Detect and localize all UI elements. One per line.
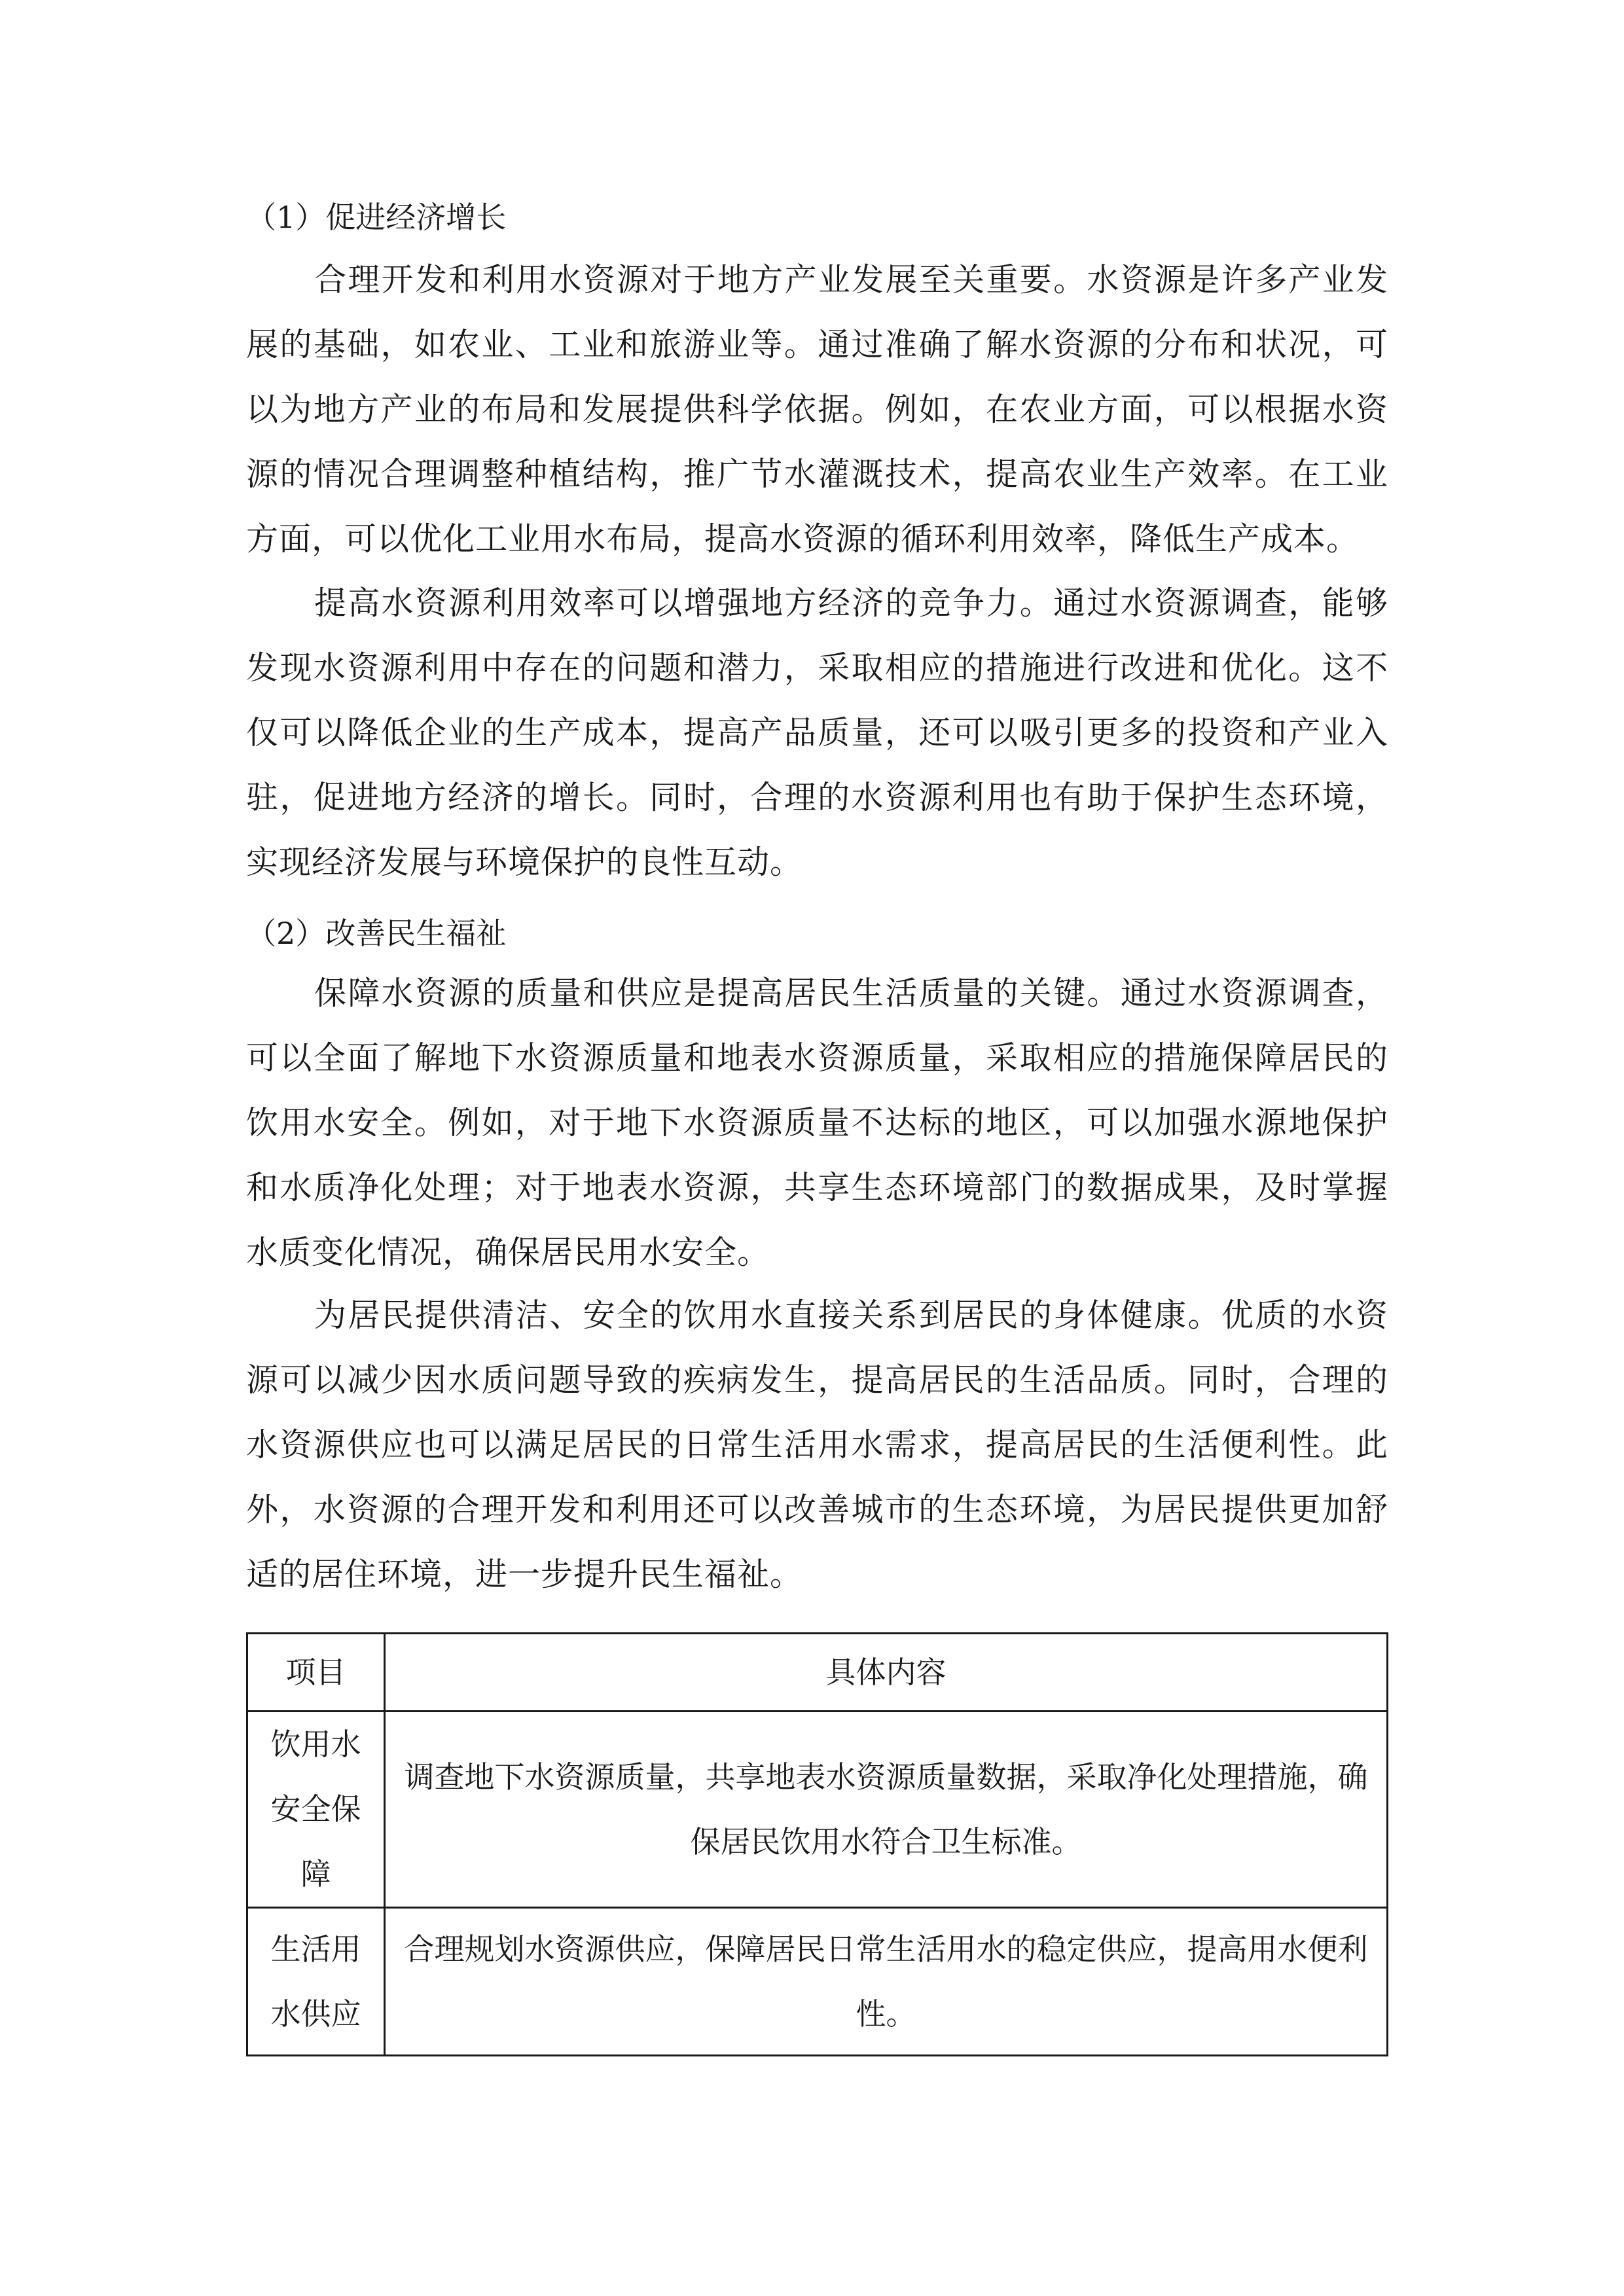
section1-heading: （1）促进经济增长 — [246, 200, 507, 235]
section2-paragraph-1: 保障水资源的质量和供应是提高居民生活质量的关键。通过水资源调查，可以全面了解地下水资源质量和地表水资源质量，采取相应的措施保障居民的饮用水安全。例如，对于地下水资源质量不达标的地区，可以加强水源地保护和水质净化处理；对于地表水资源，共享生态环境部门的数据成果，及时掌握水质变化情况，确保居民用水安全。 — [246, 975, 1388, 1271]
table-cell-item: 生活用水供应 — [247, 1908, 385, 2056]
table-header-content: 具体内容 — [385, 1634, 1388, 1712]
table-row — [247, 1712, 1388, 1908]
table-header-item: 项目 — [247, 1634, 385, 1712]
table-cell-content: 合理规划水资源供应，保障居民日常生活用水的稳定供应，提高用水便利性。 — [385, 1908, 1388, 2056]
section2-heading: （2）改善民生福祉 — [246, 916, 507, 951]
table-cell-content: 调查地下水资源质量，共享地表水资源质量数据，采取净化处理措施，确保居民饮用水符合卫生标准。 — [385, 1712, 1388, 1908]
info-table — [246, 1632, 1388, 2056]
table-row — [247, 1908, 1388, 2056]
section1-paragraph-1: 合理开发和利用水资源对于地方产业发展至关重要。水资源是许多产业发展的基础，如农业、工业和旅游业等。通过准确了解水资源的分布和状况，可以为地方产业的布局和发展提供科学依据。例如，在农业方面，可以根据水资源的情况合理调整种植结构，推广节水灌溉技术，提高农业生产效率。在工业方面，可以优化工业用水布局，提高水资源的循环利用效率，降低生产成本。 — [246, 261, 1388, 558]
table-header-row — [247, 1634, 1388, 1712]
table-cell-item: 饮用水安全保障 — [247, 1712, 385, 1908]
section1-paragraph-2: 提高水资源利用效率可以增强地方经济的竞争力。通过水资源调查，能够发现水资源利用中存在的问题和潜力，采取相应的措施进行改进和优化。这不仅可以降低企业的生产成本，提高产品质量，还可以吸引更多的投资和产业入驻，促进地方经济的增长。同时，合理的水资源利用也有助于保护生态环境，实现经济发展与环境保护的良性互动。 — [246, 584, 1388, 881]
section2-paragraph-2: 为居民提供清洁、安全的饮用水直接关系到居民的身体健康。优质的水资源可以减少因水质问题导致的疾病发生，提高居民的生活品质。同时，合理的水资源供应也可以满足居民的日常生活用水需求，提高居民的生活便利性。此外，水资源的合理开发和利用还可以改善城市的生态环境，为居民提供更加舒适的居住环境，进一步提升民生福祉。 — [246, 1297, 1388, 1593]
